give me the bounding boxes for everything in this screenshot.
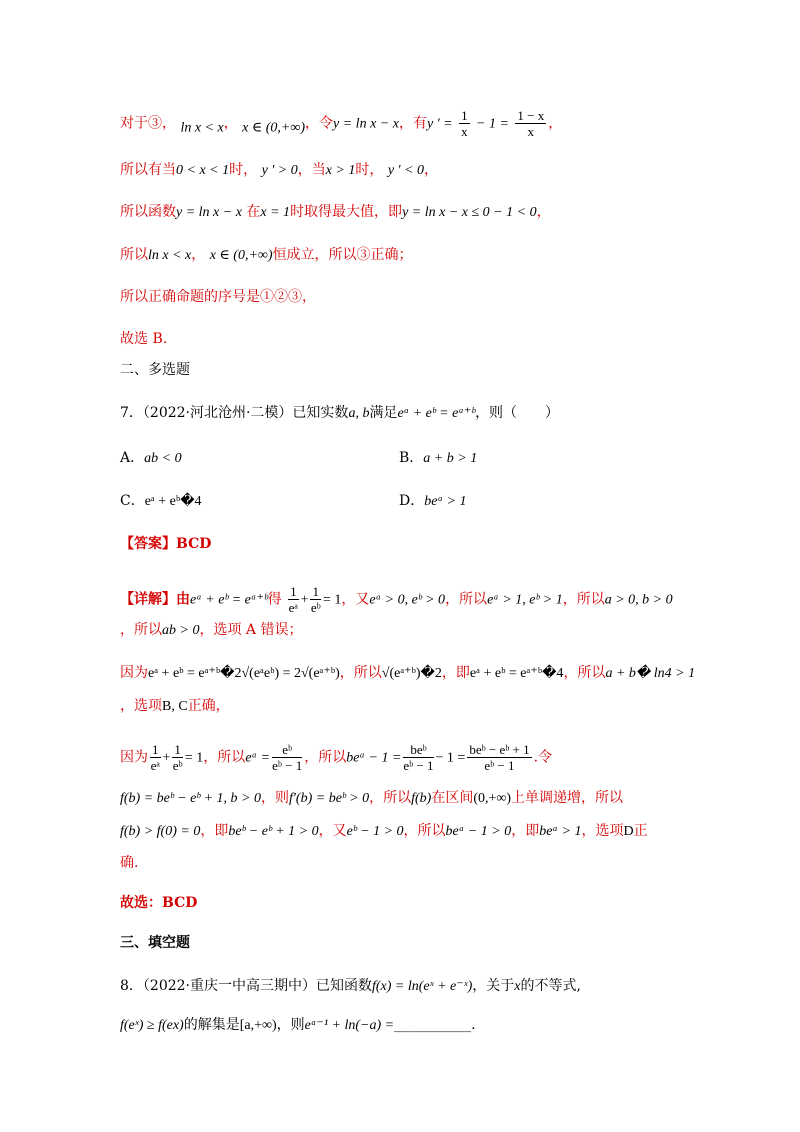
- text: ，则（ ）: [475, 405, 560, 421]
- math: a > 0, b > 0: [604, 592, 673, 608]
- fraction: [288, 584, 299, 615]
- fraction: [172, 742, 183, 773]
- text: ，又: [341, 591, 370, 608]
- text: ，则: [260, 790, 289, 806]
- math: a, b: [348, 406, 370, 421]
- math: f(b) = beᵇ − eᵇ + 1, b > 0: [120, 791, 261, 806]
- option-math: ab < 0: [144, 451, 182, 466]
- text: ，则: [276, 1017, 305, 1033]
- detail-line-1: [120, 584, 690, 615]
- text: ，所以: [445, 591, 488, 608]
- text: .: [471, 1017, 476, 1033]
- numerator: eᵇ: [272, 742, 302, 758]
- math: − 1 =: [476, 116, 509, 132]
- math: B, C: [162, 699, 188, 714]
- math: eᵇ − 1 > 0: [346, 824, 404, 839]
- text: 对于③，: [120, 115, 176, 132]
- math: beᵃ − 1 > 0: [445, 824, 512, 839]
- option-math: a + b > 1: [423, 451, 478, 466]
- text: ，所以: [563, 665, 606, 681]
- answer-blank[interactable]: ___________: [394, 1017, 472, 1033]
- text: ，选项 A 错误；: [199, 622, 303, 638]
- solution-line-1: [120, 108, 690, 140]
- math: y ' =: [426, 116, 453, 132]
- math: +: [300, 592, 309, 608]
- math: eᵃ + eᵇ = eᵃ⁺ᵇ�2√(eᵃeᵇ) = 2√(eᵃ⁺ᵇ): [148, 666, 340, 681]
- math: eᵃ⁻¹ + ln(−a) =: [304, 1018, 395, 1033]
- math: = 1: [322, 592, 342, 608]
- math: beᵇ − eᵇ + 1 > 0: [228, 824, 319, 839]
- math: y = ln x − x ≤ 0 − 1 < 0: [402, 205, 537, 220]
- math: eᵃ + eᵇ = eᵃ⁺ᵇ: [397, 406, 476, 421]
- numerator: 1: [290, 584, 297, 599]
- text: 因为: [120, 749, 148, 766]
- math: x > 1: [325, 163, 356, 178]
- text: 时，: [229, 162, 258, 178]
- numerator: 1 − x: [517, 108, 545, 123]
- text: ，选项: [120, 698, 162, 714]
- math: D: [623, 824, 634, 839]
- text: ，所以: [120, 622, 162, 638]
- math: ab > 0: [162, 623, 200, 638]
- detail-line-5: [120, 742, 690, 773]
- option-math: eᵃ + eᵇ�4: [144, 494, 202, 509]
- text: ，: [536, 204, 551, 220]
- math: = 1: [184, 750, 204, 766]
- option-d: [399, 490, 466, 510]
- text: 所以有当: [120, 162, 176, 178]
- text: ，当: [297, 162, 326, 178]
- text: ，: [191, 247, 206, 263]
- text: 正: [633, 823, 648, 839]
- denominator: eᵃ: [288, 600, 298, 615]
- math: − 1 =: [435, 750, 466, 766]
- math: x ∈ (0,+∞): [209, 248, 273, 263]
- denominator: eᵇ: [172, 758, 183, 773]
- option-label: B．: [399, 450, 424, 466]
- math: eᵃ =: [245, 750, 271, 766]
- numerator: beᵇ − eᵇ + 1: [469, 742, 530, 757]
- text: ，所以: [203, 749, 246, 766]
- text: 时取得最大值，即: [290, 204, 403, 220]
- text: .令: [533, 749, 553, 766]
- math: beᵃ > 1: [539, 824, 582, 839]
- text: ，: [548, 115, 563, 132]
- text: 7．（2022·河北沧州·二模）已知实数: [120, 405, 349, 421]
- math: ln x < x: [180, 120, 224, 136]
- math: (0,+∞): [473, 791, 512, 806]
- option-label: D．: [399, 493, 425, 509]
- math: y ' < 0: [387, 163, 424, 178]
- math: ln x < x: [148, 248, 192, 263]
- math: x: [514, 979, 521, 994]
- math: eᵃ + eᵇ = eᵃ⁺ᵇ: [190, 592, 268, 608]
- denominator: eᵇ − 1: [403, 758, 434, 773]
- numerator: 1: [312, 584, 319, 599]
- solution-line-3: [120, 201, 690, 224]
- math: √(eᵃ⁺ᵇ)�2: [381, 666, 442, 681]
- math: eᵃ + eᵇ = eᵃ⁺ᵇ�4: [469, 666, 564, 681]
- solution-line-5: 所以正确命题的序号是①②③，: [120, 289, 316, 305]
- math: f(b): [411, 791, 432, 806]
- text: ，即: [441, 665, 470, 681]
- numerator: beᵇ: [403, 742, 433, 758]
- denominator: x: [527, 124, 535, 139]
- math: f(b) > f(0) = 0: [120, 824, 201, 839]
- denominator: eᵃ: [150, 758, 160, 773]
- text: ，即: [511, 823, 540, 839]
- text: ，所以: [562, 591, 605, 608]
- text: ，令: [305, 115, 334, 132]
- math: +: [162, 750, 171, 766]
- math: f(x) = ln(eˣ + e⁻ˣ): [372, 979, 473, 994]
- math: [a,+∞): [239, 1018, 277, 1033]
- text: ，所以: [369, 790, 412, 806]
- text: 上单调递增，所以: [511, 790, 624, 806]
- question-8-line-1: [120, 975, 690, 998]
- text: 满足: [369, 405, 398, 421]
- denominator: x: [461, 124, 468, 139]
- fraction: [515, 108, 546, 139]
- math: f(eˣ) ≥ f(ex): [120, 1018, 184, 1033]
- text: 时，: [355, 162, 384, 178]
- text: 在区间: [431, 790, 474, 806]
- text: ,: [576, 978, 581, 994]
- math: y = ln x − x: [333, 116, 399, 132]
- text: 所以: [120, 247, 148, 263]
- math: f′(b) = beᵇ > 0: [288, 791, 370, 806]
- option-label: C．: [120, 493, 145, 509]
- text: 在: [246, 204, 261, 220]
- math: 0 < x < 1: [176, 163, 230, 178]
- text: 【详解】由: [120, 591, 190, 608]
- detail-line-6: [120, 787, 690, 810]
- text: ，又: [318, 823, 347, 839]
- solution-line-4: [120, 244, 690, 267]
- section-heading-fill-in: 三、填空题: [120, 935, 190, 951]
- solution-line-2: [120, 159, 690, 182]
- denominator: eᵇ: [310, 600, 321, 615]
- numerator: 1: [461, 108, 468, 123]
- section-heading-multi-choice: 二、多选题: [120, 362, 190, 378]
- denominator: eᵇ − 1: [484, 758, 515, 773]
- text: 正确，: [187, 698, 230, 714]
- text: 的解集是: [183, 1017, 240, 1033]
- option-label: A．: [120, 450, 145, 466]
- detail-line-3: [120, 662, 696, 685]
- math: a + b� ln4 > 1: [605, 666, 696, 681]
- math: eᵃ > 0, eᵇ > 0: [369, 592, 446, 608]
- text: ，即: [200, 823, 229, 839]
- solution-line-6: 故选 B.: [120, 331, 168, 347]
- final-answer: 故选：BCD: [120, 895, 198, 911]
- option-c: [120, 490, 202, 510]
- numerator: 1: [174, 742, 181, 757]
- text: ，关于: [472, 978, 515, 994]
- answer-label: 【答案】BCD: [120, 536, 212, 552]
- text: 因为: [120, 665, 148, 681]
- text: 恒成立，所以③正确；: [272, 247, 413, 263]
- math: eᵃ > 1, eᵇ > 1: [487, 592, 563, 608]
- fraction: [459, 108, 470, 139]
- math: beᵃ − 1 =: [346, 750, 402, 766]
- text: ，: [424, 162, 438, 178]
- detail-line-8: 确.: [120, 855, 139, 871]
- denominator: eᵇ − 1: [272, 758, 303, 773]
- numerator: 1: [152, 742, 159, 757]
- text: 8．（2022·重庆一中高三期中）已知函数: [120, 978, 372, 994]
- fraction: [467, 742, 531, 773]
- fraction: [150, 742, 161, 773]
- option-b: [399, 447, 477, 467]
- math: y ' > 0: [261, 163, 298, 178]
- question-7-stem: [120, 402, 690, 425]
- fraction: [272, 742, 302, 773]
- text: 所以函数: [120, 204, 176, 220]
- text: 的不等式: [520, 978, 577, 994]
- option-a: [120, 447, 182, 467]
- detail-line-7: [120, 820, 690, 843]
- text: ，: [223, 115, 238, 132]
- text: ，所以: [339, 665, 382, 681]
- detail-line-4: [120, 695, 690, 718]
- option-math: beᵃ > 1: [424, 494, 467, 509]
- text: ，选项: [581, 823, 624, 839]
- fraction: [310, 584, 321, 615]
- fraction: [403, 742, 433, 773]
- text: ，所以: [304, 749, 347, 766]
- math: x = 1: [260, 205, 291, 220]
- text: 得: [267, 591, 282, 608]
- question-8-line-2: [120, 1014, 690, 1037]
- text: ，有: [398, 115, 427, 132]
- math: y = ln x − x: [176, 205, 242, 220]
- text: ，所以: [403, 823, 446, 839]
- math: x ∈ (0,+∞): [242, 120, 306, 136]
- detail-line-2: [120, 619, 690, 642]
